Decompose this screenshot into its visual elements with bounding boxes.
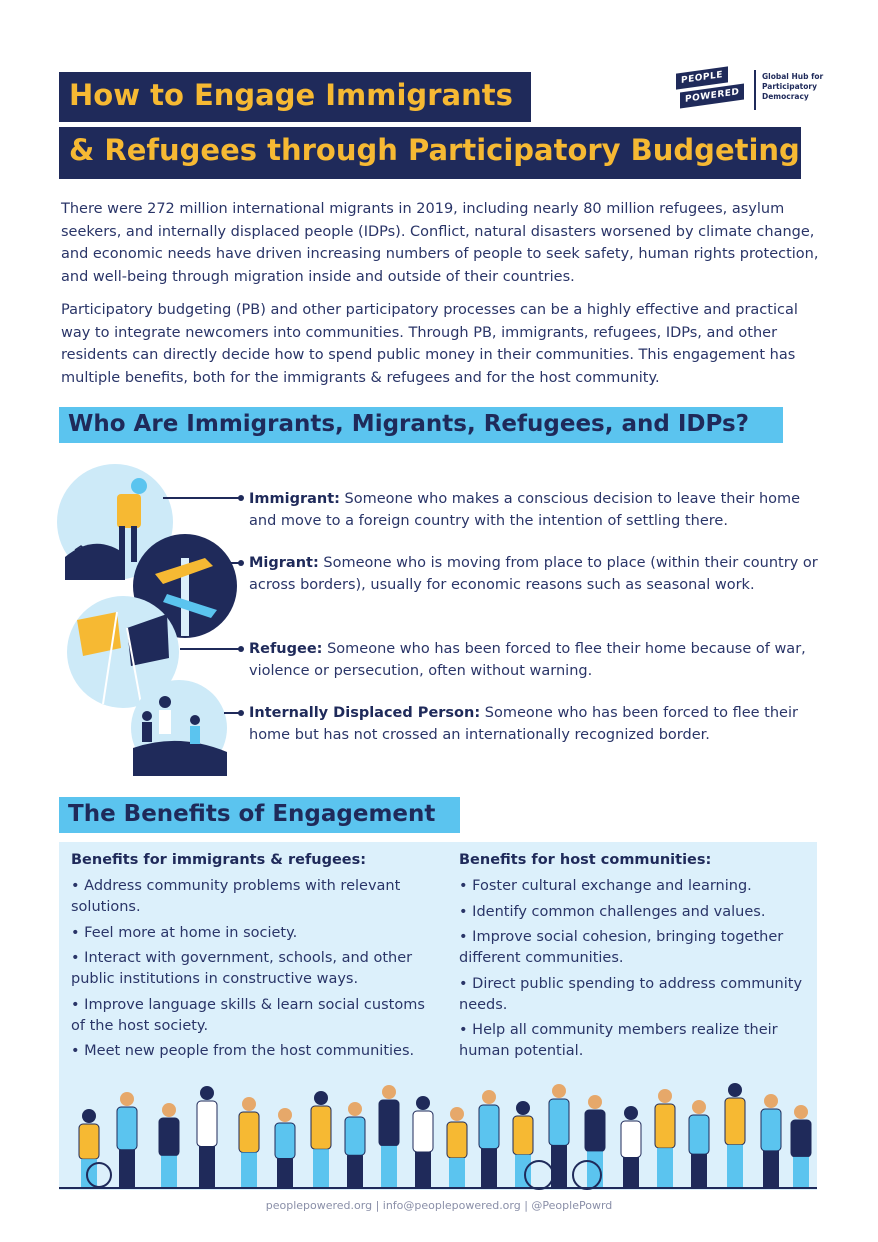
person-legs	[415, 1152, 431, 1187]
person-body	[513, 1116, 533, 1155]
person-legs	[119, 1150, 135, 1187]
definition-idp	[249, 702, 829, 746]
logo-badge	[676, 70, 746, 110]
ground-line	[59, 1187, 817, 1189]
person-head	[728, 1083, 742, 1097]
person-body	[197, 1101, 217, 1146]
refugee-connector-dot	[238, 646, 244, 652]
person-legs	[763, 1151, 779, 1187]
person-legs	[551, 1145, 567, 1187]
page-title-line-1: How to Engage Immigrants	[59, 72, 531, 122]
definition-immigrant	[249, 488, 829, 532]
list-item: • Interact with government, schools, and other public institutions in constructive ways.	[71, 950, 413, 987]
benefits-immigrants-column	[71, 850, 441, 1067]
benefits-section-heading: The Benefits of Engagement	[59, 797, 460, 833]
person-body	[275, 1123, 295, 1159]
definition-text: Someone who has been forced to flee their home but has not crossed an internationally recognized border.	[249, 705, 798, 743]
migrant-connector-dot	[238, 560, 244, 566]
benefits-host-title: Benefits for host communities:	[459, 852, 712, 868]
person-head	[82, 1109, 96, 1123]
benefits-host-list	[459, 876, 809, 1062]
person-body	[655, 1104, 675, 1148]
people-powered-logo[interactable]	[676, 66, 826, 114]
person-legs	[241, 1153, 257, 1188]
logo-tagline-3: Democracy	[762, 92, 809, 101]
person-head	[794, 1105, 808, 1119]
person-legs	[313, 1149, 329, 1187]
definition-text: Someone who is moving from place to place (within their country or across borders), usually for economic reasons such as seasonal work.	[249, 555, 818, 593]
logo-tagline	[762, 72, 832, 102]
person-head	[624, 1106, 638, 1120]
intro-paragraph-1: There were 272 million international migrants in 2019, including nearly 80 million refugees, asylum seekers, and internally displaced people (IDPs). Conflict, natural disasters worsened by climate change, and economic needs have driven increasing numbers of people to seek safety, human rights protection, and well-being through migration inside and outside of their countries.	[61, 201, 819, 285]
person-legs	[347, 1155, 363, 1187]
definition-term: Immigrant:	[249, 491, 340, 507]
list-item: • Direct public spending to address community needs.	[459, 975, 803, 1013]
definition-term: Migrant:	[249, 555, 319, 571]
person-legs	[199, 1146, 215, 1187]
idp-connector-dot	[238, 710, 244, 716]
person-body	[379, 1100, 399, 1146]
person-head	[348, 1102, 362, 1116]
person-head	[482, 1090, 496, 1104]
person-body	[79, 1124, 99, 1159]
person-head	[692, 1100, 706, 1114]
list-item: • Meet new people from the host communities.	[71, 1043, 415, 1059]
list-item: • Address community problems with relevant solutions.	[71, 878, 401, 915]
immigrant-connector-dot	[238, 495, 244, 501]
person-head	[314, 1091, 328, 1105]
page-title-line-2: & Refugees through Participatory Budgeting	[59, 127, 801, 179]
person-legs	[515, 1155, 531, 1187]
person-body	[239, 1112, 259, 1153]
person-body	[621, 1121, 641, 1157]
person-body	[791, 1120, 811, 1157]
person-body	[761, 1109, 781, 1151]
definition-text: Someone who makes a conscious decision to leave their home and move to a foreign country with the intention of settling there.	[249, 491, 801, 529]
family-illustration-icon	[131, 680, 227, 776]
person-head	[120, 1092, 134, 1106]
person-body	[549, 1099, 569, 1145]
footer-contact[interactable]: peoplepowered.org | info@peoplepowered.org | @PeoplePowrd	[265, 1199, 613, 1212]
person-legs	[793, 1157, 809, 1187]
person-legs	[657, 1148, 673, 1187]
person-body	[689, 1115, 709, 1154]
list-item: • Feel more at home in society.	[71, 924, 298, 941]
who-section-heading: Who Are Immigrants, Migrants, Refugees, and IDPs?	[59, 407, 783, 443]
definition-term: Internally Displaced Person:	[249, 705, 481, 721]
person-body	[585, 1110, 605, 1151]
person-legs	[481, 1149, 497, 1187]
person-legs	[691, 1154, 707, 1187]
person-head	[658, 1089, 672, 1103]
definition-migrant	[249, 552, 829, 596]
person-legs	[277, 1159, 293, 1187]
person-legs	[161, 1156, 177, 1187]
logo-word-2: POWERED	[680, 83, 744, 108]
logo-tagline-1: Global Hub for	[762, 72, 824, 81]
person-head	[552, 1084, 566, 1098]
crowd-illustration	[59, 1075, 817, 1190]
list-item: • Improve social cohesion, bringing together different communities.	[459, 929, 784, 966]
person-head	[278, 1108, 292, 1122]
refugee-connector	[180, 648, 243, 650]
person-head	[242, 1097, 256, 1111]
person-body	[479, 1105, 499, 1149]
person-head	[416, 1096, 430, 1110]
definition-text: Someone who has been forced to flee their home because of war, violence or persecution, often without warning.	[249, 641, 806, 679]
person-legs	[727, 1145, 743, 1187]
benefits-host-column	[459, 850, 809, 1067]
crowd-people-icon	[79, 1083, 811, 1189]
intro-paragraph-2: Participatory budgeting (PB) and other participatory processes can be a highly effective and practical way to integrate newcomers into communities. Through PB, immigrants, refugees, IDPs, and other residents can directly decide how to spend public money in their communities. This engagement has multiple benefits, both for the immigrants & refugees and for the host community.	[61, 302, 798, 386]
logo-word-1: PEOPLE	[676, 66, 728, 89]
person-body	[345, 1117, 365, 1155]
immigrant-connector	[163, 497, 243, 499]
definition-refugee	[249, 638, 829, 682]
person-body	[311, 1106, 331, 1149]
list-item: • Help all community members realize their human potential.	[459, 1022, 778, 1059]
benefits-immigrants-list	[71, 876, 441, 1062]
person-head	[516, 1101, 530, 1115]
person-head	[588, 1095, 602, 1109]
benefits-immigrants-title: Benefits for immigrants & refugees:	[71, 852, 367, 868]
list-item: • Foster cultural exchange and learning.	[459, 878, 752, 894]
person-head	[382, 1085, 396, 1099]
list-item: • Improve language skills & learn social customs of the host society.	[71, 996, 425, 1034]
person-legs	[623, 1157, 639, 1187]
person-body	[413, 1111, 433, 1152]
person-body	[117, 1107, 137, 1150]
person-head	[450, 1107, 464, 1121]
person-head	[162, 1103, 176, 1117]
person-body	[159, 1118, 179, 1156]
definition-term: Refugee:	[249, 641, 323, 657]
logo-divider	[754, 70, 756, 110]
person-legs	[449, 1158, 465, 1187]
person-legs	[381, 1146, 397, 1187]
list-item: • Identify common challenges and values.	[459, 903, 766, 920]
person-head	[200, 1086, 214, 1100]
person-head	[764, 1094, 778, 1108]
person-body	[447, 1122, 467, 1158]
person-body	[725, 1098, 745, 1145]
logo-tagline-2: Participatory	[762, 82, 817, 91]
migration-illustration	[55, 462, 245, 782]
